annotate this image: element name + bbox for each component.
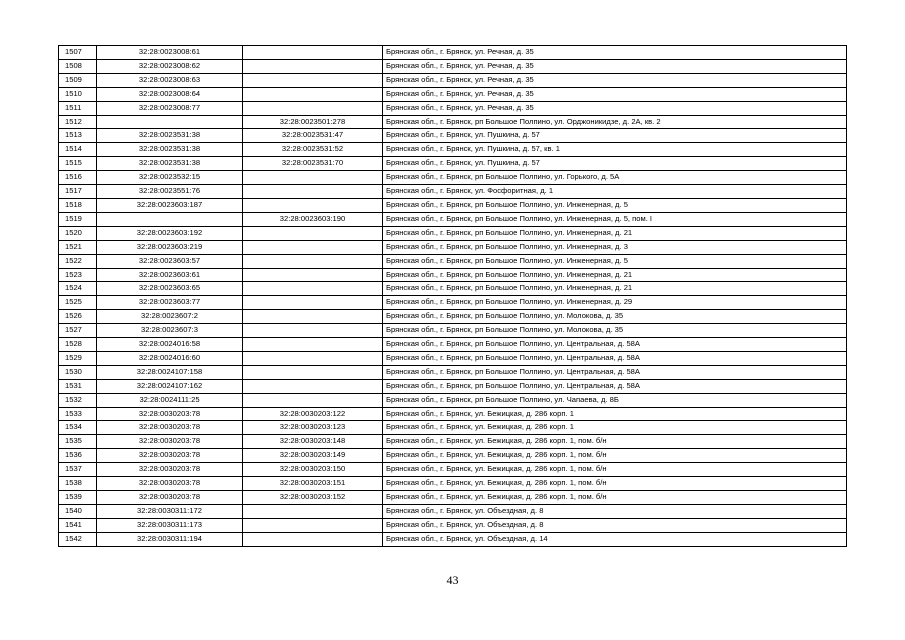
row-number-cell: 1527	[59, 324, 97, 338]
table-row	[59, 449, 847, 463]
table-row	[59, 338, 847, 352]
row-number-cell: 1542	[59, 532, 97, 546]
cadastral-number-cell: 32:28:0023603:192	[97, 226, 243, 240]
table-row	[59, 198, 847, 212]
cadastral-number-cell: 32:28:0030203:78	[97, 477, 243, 491]
row-number-cell: 1534	[59, 421, 97, 435]
cadastral-number-cell: 32:28:0024111:25	[97, 393, 243, 407]
sub-object-number-cell	[243, 310, 383, 324]
table-row	[59, 463, 847, 477]
row-number-cell: 1541	[59, 518, 97, 532]
row-number-cell: 1529	[59, 351, 97, 365]
address-cell: Брянская обл., г. Брянск, рп Большое Полпино, ул. Центральная, д. 58А	[383, 365, 847, 379]
table-row	[59, 101, 847, 115]
cadastral-number-cell: 32:28:0023603:61	[97, 268, 243, 282]
sub-object-number-cell: 32:28:0030203:150	[243, 463, 383, 477]
cadastral-number-cell: 32:28:0024107:162	[97, 379, 243, 393]
table-row	[59, 365, 847, 379]
sub-object-number-cell: 32:28:0030203:123	[243, 421, 383, 435]
cadastral-number-cell: 32:28:0030203:78	[97, 463, 243, 477]
table-row	[59, 212, 847, 226]
page-number: 43	[446, 573, 459, 587]
table-row	[59, 518, 847, 532]
row-number-cell: 1520	[59, 226, 97, 240]
address-cell: Брянская обл., г. Брянск, ул. Объездная, д. 14	[383, 532, 847, 546]
row-number-cell: 1536	[59, 449, 97, 463]
table-row	[59, 268, 847, 282]
address-cell: Брянская обл., г. Брянск, рп Большое Полпино, ул. Инженерная, д. 29	[383, 296, 847, 310]
sub-object-number-cell	[243, 504, 383, 518]
row-number-cell: 1537	[59, 463, 97, 477]
address-cell: Брянская обл., г. Брянск, рп Большое Полпино, ул. Инженерная, д. 5, пом. I	[383, 212, 847, 226]
cadastral-number-cell: 32:28:0023603:65	[97, 282, 243, 296]
table-row	[59, 477, 847, 491]
sub-object-number-cell: 32:28:0023531:47	[243, 129, 383, 143]
sub-object-number-cell	[243, 518, 383, 532]
cadastral-number-cell: 32:28:0024107:158	[97, 365, 243, 379]
sub-object-number-cell: 32:28:0023531:52	[243, 143, 383, 157]
row-number-cell: 1532	[59, 393, 97, 407]
table-row	[59, 379, 847, 393]
table-row	[59, 282, 847, 296]
table-row	[59, 435, 847, 449]
cadastral-number-cell: 32:28:0023008:61	[97, 46, 243, 60]
address-cell: Брянская обл., г. Брянск, ул. Речная, д. 35	[383, 87, 847, 101]
address-cell: Брянская обл., г. Брянск, ул. Бежицкая, д. 286 корп. 1	[383, 407, 847, 421]
sub-object-number-cell	[243, 226, 383, 240]
row-number-cell: 1526	[59, 310, 97, 324]
sub-object-number-cell: 32:28:0030203:149	[243, 449, 383, 463]
table-row	[59, 504, 847, 518]
sub-object-number-cell	[243, 351, 383, 365]
table-row	[59, 59, 847, 73]
address-cell: Брянская обл., г. Брянск, ул. Бежицкая, д. 286 корп. 1, пом. б/н	[383, 491, 847, 505]
address-cell: Брянская обл., г. Брянск, рп Большое Полпино, ул. Горького, д. 5А	[383, 171, 847, 185]
table-row	[59, 240, 847, 254]
table-row	[59, 171, 847, 185]
table-row	[59, 407, 847, 421]
table-row	[59, 115, 847, 129]
cadastral-number-cell: 32:28:0023551:76	[97, 185, 243, 199]
sub-object-number-cell: 32:28:0023531:70	[243, 157, 383, 171]
table-row	[59, 87, 847, 101]
row-number-cell: 1539	[59, 491, 97, 505]
cadastral-number-cell: 32:28:0023008:77	[97, 101, 243, 115]
address-cell: Брянская обл., г. Брянск, ул. Речная, д. 35	[383, 46, 847, 60]
sub-object-number-cell	[243, 282, 383, 296]
cadastral-number-cell: 32:28:0030203:78	[97, 491, 243, 505]
row-number-cell: 1525	[59, 296, 97, 310]
address-cell: Брянская обл., г. Брянск, рп Большое Полпино, ул. Чапаева, д. 8Б	[383, 393, 847, 407]
row-number-cell: 1538	[59, 477, 97, 491]
sub-object-number-cell	[243, 324, 383, 338]
cadastral-number-cell: 32:28:0030203:78	[97, 407, 243, 421]
address-cell: Брянская обл., г. Брянск, рп Большое Полпино, ул. Молокова, д. 35	[383, 310, 847, 324]
cadastral-number-cell: 32:28:0030203:78	[97, 449, 243, 463]
row-number-cell: 1530	[59, 365, 97, 379]
table-row	[59, 157, 847, 171]
cadastral-number-cell: 32:28:0023008:62	[97, 59, 243, 73]
sub-object-number-cell	[243, 365, 383, 379]
cadastral-number-cell: 32:28:0023531:38	[97, 157, 243, 171]
cadastral-number-cell	[97, 212, 243, 226]
sub-object-number-cell	[243, 296, 383, 310]
sub-object-number-cell: 32:28:0030203:122	[243, 407, 383, 421]
cadastral-number-cell: 32:28:0023531:38	[97, 143, 243, 157]
row-number-cell: 1519	[59, 212, 97, 226]
registry-table	[58, 45, 847, 547]
address-cell: Брянская обл., г. Брянск, ул. Бежицкая, д. 286 корп. 1	[383, 421, 847, 435]
table-row	[59, 421, 847, 435]
sub-object-number-cell	[243, 185, 383, 199]
row-number-cell: 1521	[59, 240, 97, 254]
table-row	[59, 254, 847, 268]
address-cell: Брянская обл., г. Брянск, рп Большое Полпино, ул. Центральная, д. 58А	[383, 379, 847, 393]
row-number-cell: 1509	[59, 73, 97, 87]
row-number-cell: 1513	[59, 129, 97, 143]
cadastral-number-cell	[97, 115, 243, 129]
cadastral-number-cell: 32:28:0023603:187	[97, 198, 243, 212]
sub-object-number-cell	[243, 254, 383, 268]
address-cell: Брянская обл., г. Брянск, ул. Объездная, д. 8	[383, 504, 847, 518]
row-number-cell: 1508	[59, 59, 97, 73]
address-cell: Брянская обл., г. Брянск, ул. Фосфоритная, д. 1	[383, 185, 847, 199]
address-cell: Брянская обл., г. Брянск, ул. Бежицкая, д. 286 корп. 1, пом. б/н	[383, 435, 847, 449]
row-number-cell: 1533	[59, 407, 97, 421]
cadastral-number-cell: 32:28:0023008:63	[97, 73, 243, 87]
row-number-cell: 1512	[59, 115, 97, 129]
table-row	[59, 46, 847, 60]
sub-object-number-cell	[243, 171, 383, 185]
row-number-cell: 1535	[59, 435, 97, 449]
sub-object-number-cell	[243, 198, 383, 212]
cadastral-number-cell: 32:28:0023008:64	[97, 87, 243, 101]
cadastral-number-cell: 32:28:0030203:78	[97, 421, 243, 435]
cadastral-number-cell: 32:28:0023532:15	[97, 171, 243, 185]
row-number-cell: 1528	[59, 338, 97, 352]
address-cell: Брянская обл., г. Брянск, ул. Пушкина, д. 57	[383, 157, 847, 171]
table-row	[59, 532, 847, 546]
row-number-cell: 1523	[59, 268, 97, 282]
address-cell: Брянская обл., г. Брянск, ул. Бежицкая, д. 286 корп. 1, пом. б/н	[383, 463, 847, 477]
sub-object-number-cell	[243, 87, 383, 101]
cadastral-number-cell: 32:28:0023607:2	[97, 310, 243, 324]
row-number-cell: 1510	[59, 87, 97, 101]
address-cell: Брянская обл., г. Брянск, рп Большое Полпино, ул. Инженерная, д. 21	[383, 226, 847, 240]
cadastral-number-cell: 32:28:0030311:194	[97, 532, 243, 546]
row-number-cell: 1517	[59, 185, 97, 199]
table-row	[59, 129, 847, 143]
address-cell: Брянская обл., г. Брянск, рп Большое Полпино, ул. Инженерная, д. 21	[383, 282, 847, 296]
sub-object-number-cell: 32:28:0030203:148	[243, 435, 383, 449]
address-cell: Брянская обл., г. Брянск, ул. Объездная, д. 8	[383, 518, 847, 532]
address-cell: Брянская обл., г. Брянск, рп Большое Полпино, ул. Центральная, д. 58А	[383, 351, 847, 365]
cadastral-number-cell: 32:28:0023531:38	[97, 129, 243, 143]
row-number-cell: 1514	[59, 143, 97, 157]
address-cell: Брянская обл., г. Брянск, рп Большое Полпино, ул. Инженерная, д. 21	[383, 268, 847, 282]
sub-object-number-cell	[243, 59, 383, 73]
row-number-cell: 1516	[59, 171, 97, 185]
address-cell: Брянская обл., г. Брянск, ул. Речная, д. 35	[383, 73, 847, 87]
sub-object-number-cell: 32:28:0030203:152	[243, 491, 383, 505]
table-row	[59, 310, 847, 324]
cadastral-number-cell: 32:28:0023603:77	[97, 296, 243, 310]
address-cell: Брянская обл., г. Брянск, рп Большое Полпино, ул. Молокова, д. 35	[383, 324, 847, 338]
cadastral-number-cell: 32:28:0023603:219	[97, 240, 243, 254]
table-row	[59, 296, 847, 310]
cadastral-number-cell: 32:28:0030203:78	[97, 435, 243, 449]
sub-object-number-cell	[243, 532, 383, 546]
address-cell: Брянская обл., г. Брянск, рп Большое Полпино, ул. Орджоникидзе, д. 2А, кв. 2	[383, 115, 847, 129]
registry-table-body	[59, 46, 847, 547]
sub-object-number-cell: 32:28:0023603:190	[243, 212, 383, 226]
row-number-cell: 1518	[59, 198, 97, 212]
table-row	[59, 73, 847, 87]
address-cell: Брянская обл., г. Брянск, рп Большое Полпино, ул. Инженерная, д. 3	[383, 240, 847, 254]
table-row	[59, 491, 847, 505]
row-number-cell: 1540	[59, 504, 97, 518]
address-cell: Брянская обл., г. Брянск, ул. Бежицкая, д. 286 корп. 1, пом. б/н	[383, 449, 847, 463]
address-cell: Брянская обл., г. Брянск, ул. Бежицкая, д. 286 корп. 1, пом. б/н	[383, 477, 847, 491]
cadastral-number-cell: 32:28:0030311:172	[97, 504, 243, 518]
cadastral-number-cell: 32:28:0023607:3	[97, 324, 243, 338]
address-cell: Брянская обл., г. Брянск, ул. Пушкина, д. 57, кв. 1	[383, 143, 847, 157]
row-number-cell: 1515	[59, 157, 97, 171]
sub-object-number-cell	[243, 73, 383, 87]
sub-object-number-cell	[243, 393, 383, 407]
table-row	[59, 143, 847, 157]
sub-object-number-cell	[243, 240, 383, 254]
address-cell: Брянская обл., г. Брянск, рп Большое Полпино, ул. Инженерная, д. 5	[383, 254, 847, 268]
row-number-cell: 1531	[59, 379, 97, 393]
table-row	[59, 393, 847, 407]
row-number-cell: 1511	[59, 101, 97, 115]
sub-object-number-cell	[243, 268, 383, 282]
cadastral-number-cell: 32:28:0030311:173	[97, 518, 243, 532]
row-number-cell: 1524	[59, 282, 97, 296]
address-cell: Брянская обл., г. Брянск, ул. Пушкина, д. 57	[383, 129, 847, 143]
sub-object-number-cell	[243, 338, 383, 352]
sub-object-number-cell	[243, 101, 383, 115]
table-row	[59, 324, 847, 338]
table-row	[59, 226, 847, 240]
address-cell: Брянская обл., г. Брянск, ул. Речная, д. 35	[383, 59, 847, 73]
address-cell: Брянская обл., г. Брянск, ул. Речная, д. 35	[383, 101, 847, 115]
cadastral-number-cell: 32:28:0024016:60	[97, 351, 243, 365]
cadastral-number-cell: 32:28:0024016:58	[97, 338, 243, 352]
address-cell: Брянская обл., г. Брянск, рп Большое Полпино, ул. Инженерная, д. 5	[383, 198, 847, 212]
sub-object-number-cell	[243, 46, 383, 60]
row-number-cell: 1507	[59, 46, 97, 60]
cadastral-number-cell: 32:28:0023603:57	[97, 254, 243, 268]
table-row	[59, 351, 847, 365]
table-row	[59, 185, 847, 199]
address-cell: Брянская обл., г. Брянск, рп Большое Полпино, ул. Центральная, д. 58А	[383, 338, 847, 352]
sub-object-number-cell: 32:28:0030203:151	[243, 477, 383, 491]
row-number-cell: 1522	[59, 254, 97, 268]
sub-object-number-cell	[243, 379, 383, 393]
sub-object-number-cell: 32:28:0023501:278	[243, 115, 383, 129]
